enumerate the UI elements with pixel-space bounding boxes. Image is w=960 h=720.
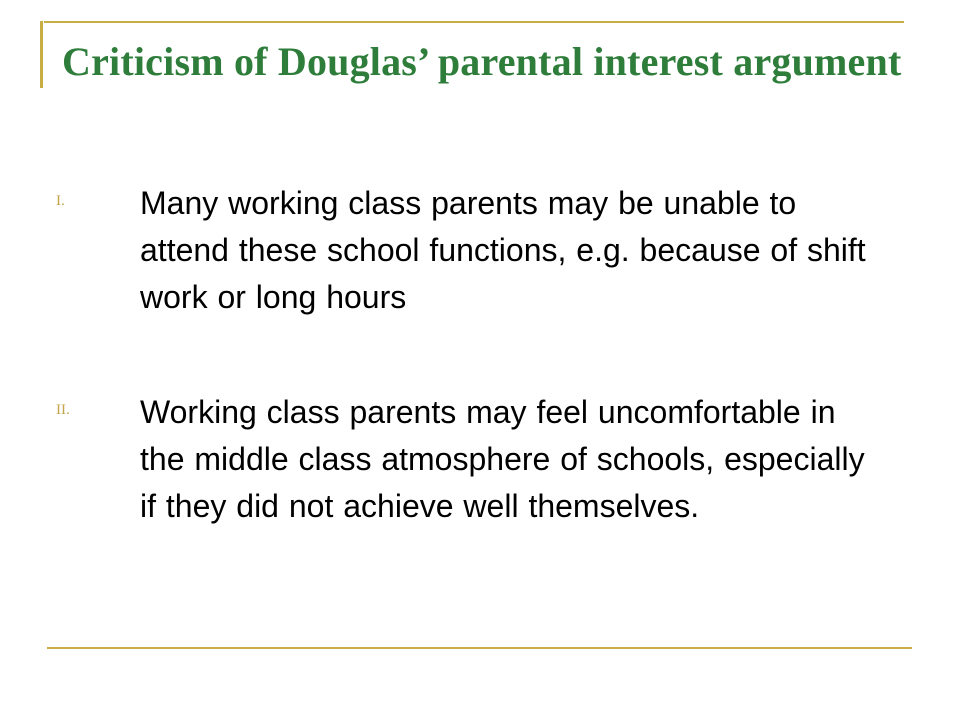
slide-title: Criticism of Douglas’ parental interest argument	[62, 39, 902, 84]
roman-numeral-marker: I.	[56, 193, 65, 209]
bottom-divider	[47, 647, 912, 649]
top-divider	[44, 21, 904, 23]
point-text: Working class parents may feel uncomfortable in the middle class atmosphere of schools, especially if they did not achieve well themselves.	[140, 394, 865, 524]
roman-numeral-marker: II.	[56, 402, 70, 418]
point-text: Many working class parents may be unable to attend these school functions, e.g. because of shift work or long hours	[140, 185, 866, 315]
left-accent-bar	[40, 21, 43, 88]
